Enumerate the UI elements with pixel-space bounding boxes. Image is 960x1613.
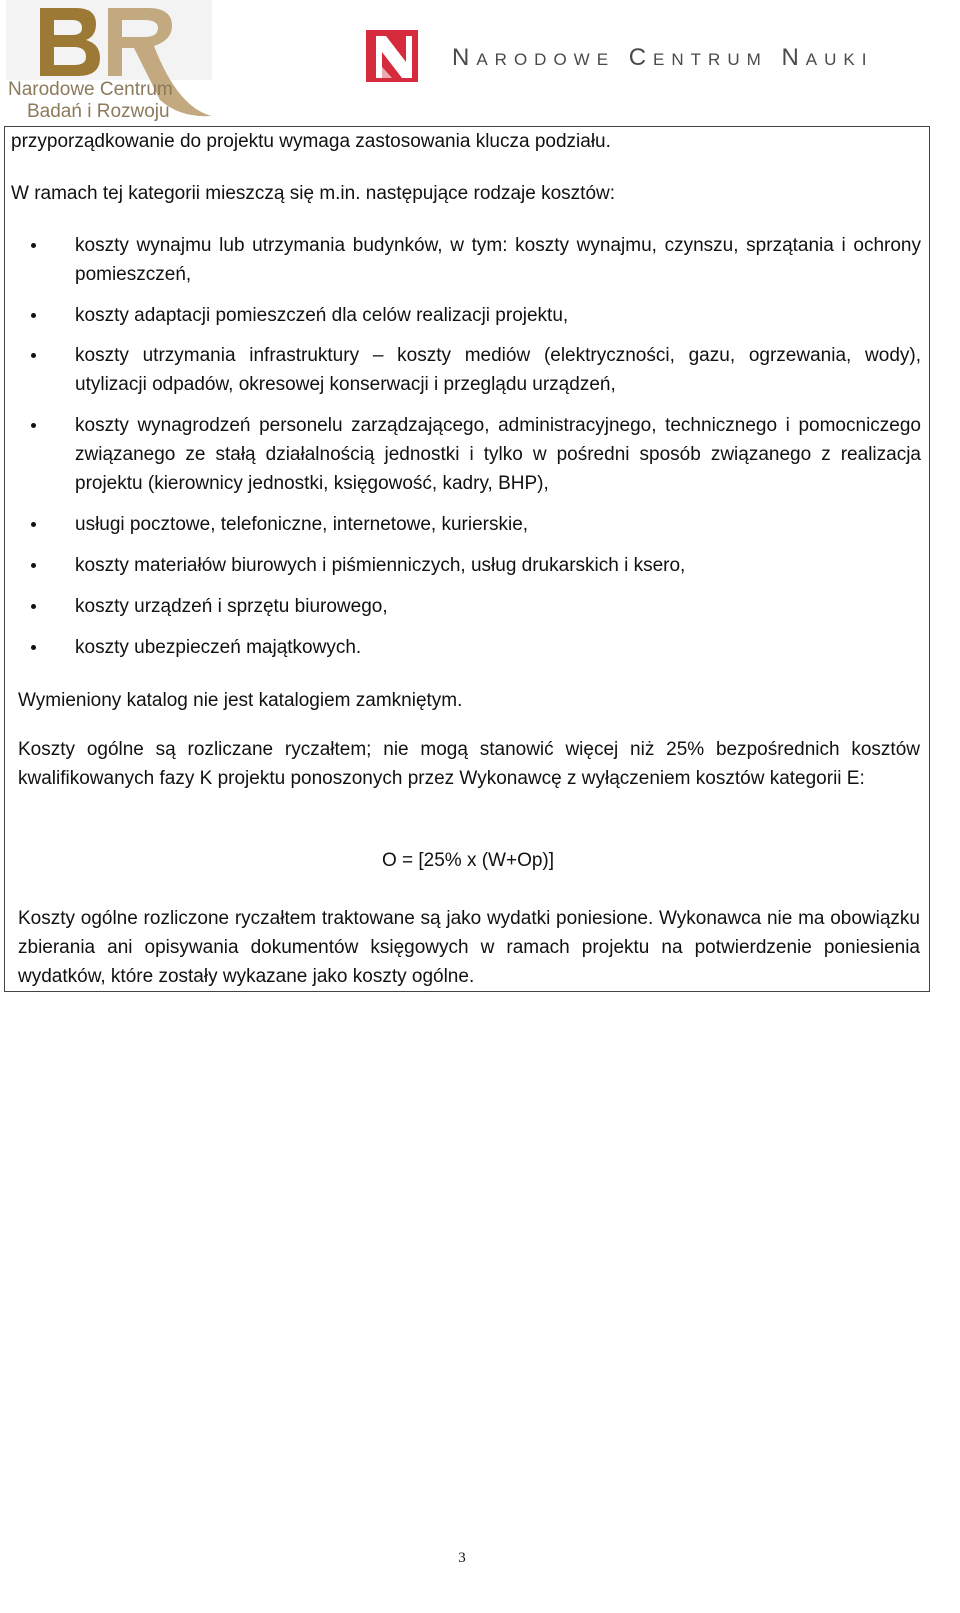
- category-paragraph: W ramach tej kategorii mieszczą się m.in. następujące rodzaje kosztów:: [11, 183, 616, 204]
- list-item: koszty urządzeń i sprzętu biurowego,: [75, 592, 921, 621]
- page-number: 3: [458, 1550, 466, 1566]
- bullet-icon: [31, 313, 36, 318]
- bullet-icon: [31, 604, 36, 609]
- list-item: koszty materiałów biurowych i piśmienniczych, usług drukarskich i ksero,: [75, 551, 921, 580]
- list-item: usługi pocztowe, telefoniczne, internetowe, kurierskie,: [75, 510, 921, 539]
- ncn-logo: [366, 30, 960, 86]
- content-box: [4, 126, 930, 992]
- ncbr-logo-line2: Badań i Rozwoju: [27, 101, 170, 122]
- ncbr-logo-line1: Narodowe Centrum: [8, 79, 173, 100]
- bullet-icon: [31, 243, 36, 248]
- list-item: koszty wynajmu lub utrzymania budynków, w tym: koszty wynajmu, czynszu, sprzątania i ochrony pomieszczeń,: [75, 231, 921, 289]
- list-item: koszty utrzymania infrastruktury – koszty mediów (elektryczności, gazu, ogrzewania, wody), utylizacji odpadów, okresowej konserwacji i przeglądu urządzeń,: [75, 341, 921, 399]
- ncbr-logo: [0, 0, 230, 126]
- list-item: koszty wynagrodzeń personelu zarządzającego, administracyjnego, technicznego i pomocniczego związanego ze stałą działalnością jednostki i tylko w pośredni sposób związanego z realizacja projektu (kierownicy jednostki, księgowość, kadry, BHP),: [75, 411, 921, 498]
- list-item: koszty ubezpieczeń majątkowych.: [75, 633, 921, 662]
- bullet-icon: [31, 645, 36, 650]
- bullet-icon: [31, 522, 36, 527]
- ncn-red-square-icon: [366, 30, 422, 86]
- formula: O = [25% x (W+Op)]: [381, 850, 555, 871]
- ncn-logo-text: Narodowe Centrum Nauki: [452, 44, 874, 71]
- bullet-icon: [31, 353, 36, 358]
- list-item: koszty adaptacji pomieszczeń dla celów realizacji projektu,: [75, 301, 921, 330]
- catalog-paragraph: Wymieniony katalog nie jest katalogiem zamkniętym.: [18, 690, 463, 711]
- settled-paragraph: Koszty ogólne rozliczone ryczałtem traktowane są jako wydatki poniesione. Wykonawca nie ma obowiązku zbierania ani opisywania dokumentów księgowych w ramach projektu na potwierdzenie poniesienia wydatków, które zostały wykazane jako koszty ogólne.: [18, 908, 920, 987]
- bullet-icon: [31, 423, 36, 428]
- intro-paragraph: przyporządkowanie do projektu wymaga zastosowania klucza podziału.: [11, 131, 611, 152]
- lump-sum-paragraph: Koszty ogólne są rozliczane ryczałtem; nie mogą stanowić więcej niż 25% bezpośrednich kosztów kwalifikowanych fazy K projektu ponoszonych przez Wykonawcę z wyłączeniem kosztów kategorii E:: [18, 739, 920, 789]
- page-header: [0, 0, 960, 126]
- bullet-icon: [31, 563, 36, 568]
